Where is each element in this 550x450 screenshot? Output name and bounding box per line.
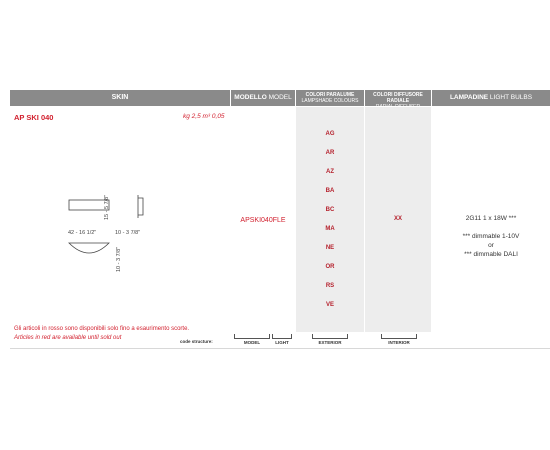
code-structure-light: LIGHT — [275, 340, 289, 345]
header-lampshade-colours: COLORI PARALUME LAMPSHADE COLOURS — [296, 90, 364, 106]
bracket-light — [272, 334, 292, 339]
code-structure-interior: INTERIOR — [388, 340, 410, 345]
code-structure-exterior: EXTERIOR — [318, 340, 342, 345]
bracket-exterior — [312, 334, 348, 339]
product-weight: kg 2,5 m³ 0,05 — [183, 113, 225, 120]
note-italian: Gli articoli in rosso sono disponibili solo fino a esaurimento scorte. — [14, 326, 190, 332]
colour-code: AG — [325, 131, 335, 137]
model-code: APSKI040FLE — [240, 217, 286, 224]
header-model: MODELLO MODEL — [231, 90, 295, 106]
bottom-divider — [10, 348, 550, 349]
bulb-line: *** dimmable 1-10V — [462, 233, 520, 240]
lampshade-colour-list — [296, 130, 364, 320]
code-structure-label: code structure: — [180, 339, 213, 344]
bracket-interior — [381, 334, 417, 339]
bulb-line: *** dimmable DALI — [464, 251, 518, 258]
dim-height: 15 - 5 7/8" — [104, 194, 110, 220]
colour-code: AZ — [326, 169, 334, 175]
bulb-info — [432, 214, 550, 259]
dim-depth: 10 - 3 7/8" — [115, 230, 141, 236]
colour-code: BA — [325, 188, 335, 194]
dim-depth-vertical: 10 - 3 7/8" — [116, 246, 122, 272]
colour-code: OR — [325, 264, 335, 270]
bracket-model — [234, 334, 270, 339]
colour-code: BC — [325, 207, 335, 213]
diffuser-colour-code: XX — [393, 216, 402, 222]
colour-code: AR — [325, 150, 335, 156]
bulb-line: 2G11 1 x 18W *** — [465, 215, 517, 222]
note-english: Articles in red are available until sold out — [14, 335, 122, 341]
product-code: AP SKI 040 — [14, 113, 54, 122]
dim-width: 42 - 16 1/2" — [68, 230, 97, 236]
colour-code: VE — [325, 302, 334, 308]
colour-code: RS — [325, 283, 335, 289]
code-structure-model: MODEL — [243, 340, 261, 345]
header-skin: SKIN — [10, 90, 230, 106]
header-diffuser-colours: COLORI DIFFUSORE RADIALE — [365, 90, 431, 106]
colour-code: MA — [325, 226, 335, 232]
header-bulbs: LAMPADINE LIGHT BULBS — [432, 90, 550, 106]
bulb-line: or — [488, 242, 494, 249]
colour-code: NE — [325, 245, 335, 251]
table-header — [0, 90, 550, 106]
